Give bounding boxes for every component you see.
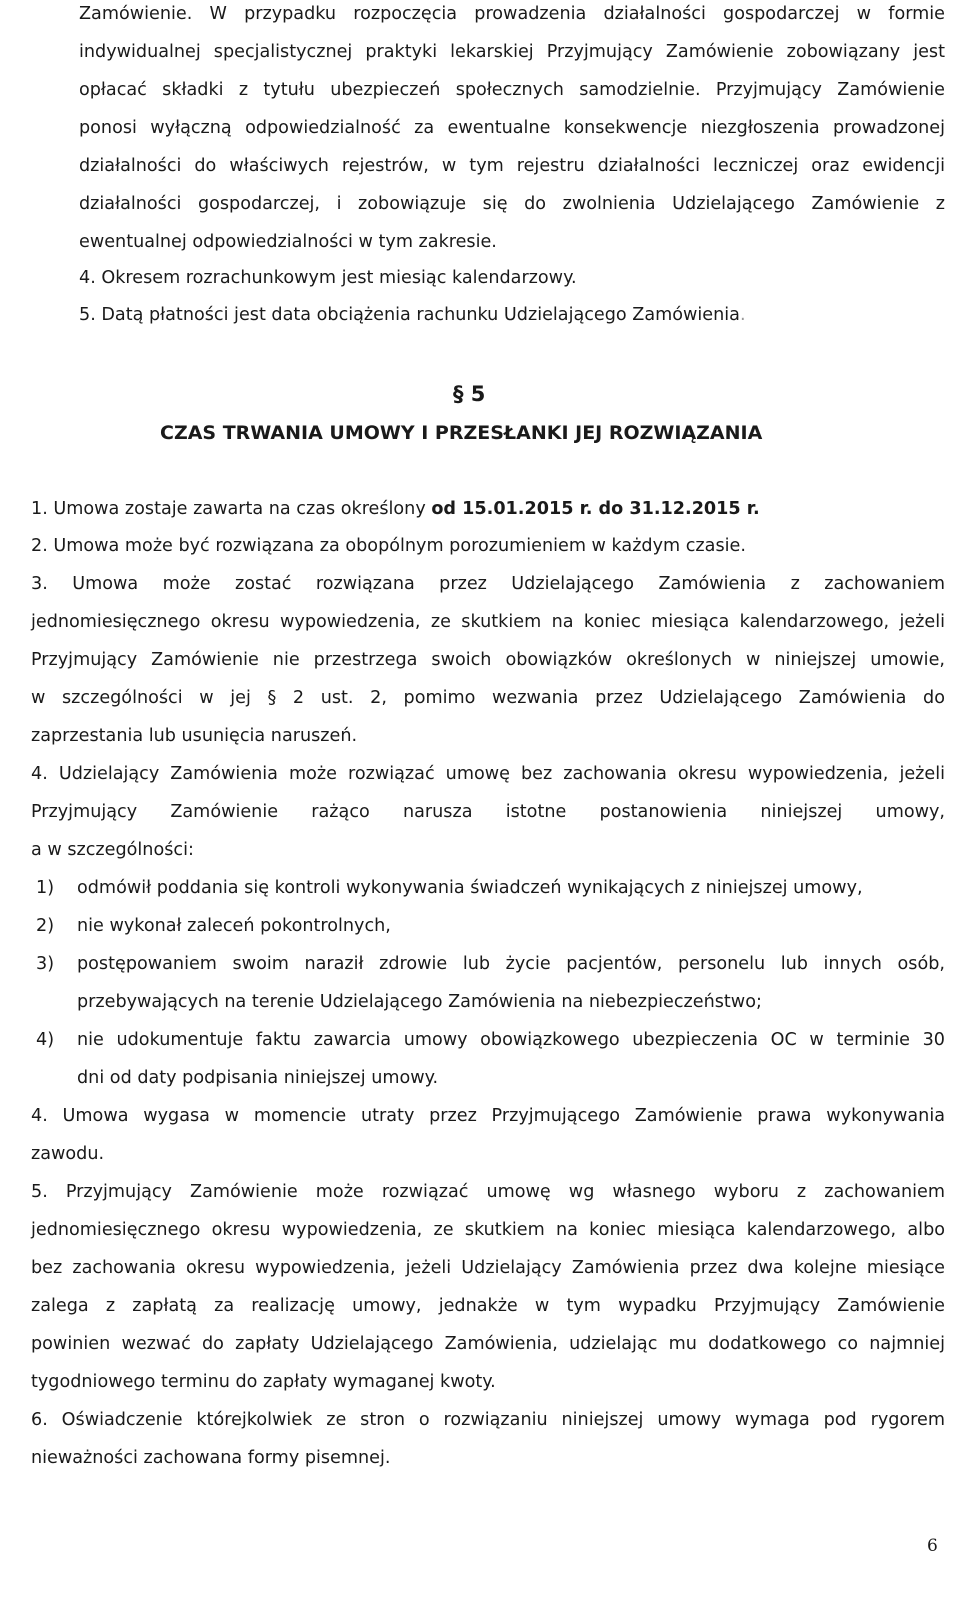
- point-4-line: a w szczególności:: [31, 840, 194, 860]
- subitem-text: odmówił poddania się kontroli wykonywania świadczeń wynikających z niniejszej umowy,: [77, 878, 863, 898]
- subitem-text: nie wykonał zaleceń pokontrolnych,: [77, 916, 391, 936]
- intro-line: indywidualnej specjalistycznej praktyki lekarskiej Przyjmujący Zamówienie zobowiązany jest: [79, 42, 945, 62]
- intro-line: działalności do właściwych rejestrów, w tym rejestru działalności leczniczej oraz ewidencji: [79, 156, 945, 176]
- subitem-number: 3): [36, 954, 55, 974]
- contractor-termination-line: zalega z zapłatą za realizację umowy, jednakże w tym wypadku Przyjmujący Zamówienie: [31, 1296, 945, 1316]
- point-3-line: 3. Umowa może zostać rozwiązana przez Udzielającego Zamówienia z zachowaniem: [31, 574, 945, 594]
- subitem-text: dni od daty podpisania niniejszej umowy.: [77, 1068, 439, 1088]
- section-title: CZAS TRWANIA UMOWY I PRZESŁANKI JEJ ROZWIĄZANIA: [160, 422, 763, 444]
- point-3-line: jednomiesięcznego okresu wypowiedzenia, ze skutkiem na koniec miesiąca kalendarzowego, jeżeli: [31, 612, 945, 632]
- point-3-line: Przyjmujący Zamówienie nie przestrzega swoich obowiązków określonych w niniejszej umowie,: [31, 650, 945, 670]
- subitem-text: postępowaniem swoim naraził zdrowie lub życie pacjentów, personelu lub innych osób,: [77, 954, 945, 974]
- subitem-number: 4): [36, 1030, 55, 1050]
- subitem-number: 2): [36, 916, 55, 936]
- point-4-line: 4. Udzielający Zamówienia może rozwiązać umowę bez zachowania okresu wypowiedzenia, jeżeli: [31, 764, 945, 784]
- subitem-text: nie udokumentuje faktu zawarcia umowy obowiązkowego ubezpieczenia OC w terminie 30: [77, 1030, 945, 1050]
- point-3-line: w szczególności w jej § 2 ust. 2, pomimo wezwania przez Udzielającego Zamówienia do: [31, 688, 945, 708]
- point-2-mutual-termination: 2. Umowa może być rozwiązana za obopólnym porozumieniem w każdym czasie.: [31, 536, 746, 556]
- intro-line: działalności gospodarczej, i zobowiązuje się do zwolnienia Udzielającego Zamówienie z: [79, 194, 945, 214]
- contractor-termination-line: 5. Przyjmujący Zamówienie może rozwiązać umowę wg własnego wyboru z zachowaniem: [31, 1182, 945, 1202]
- contractor-termination-line: tygodniowego terminu do zapłaty wymaganej kwoty.: [31, 1372, 496, 1392]
- point-5-payment-date: 5. Datą płatności jest data obciążenia rachunku Udzielającego Zamówienia.: [79, 305, 746, 325]
- subitem-number: 1): [36, 878, 55, 898]
- contractor-termination-line: powinien wezwać do zapłaty Udzielającego Zamówienia, udzielając mu dodatkowego co najmniej: [31, 1334, 945, 1354]
- intro-line: Zamówienie. W przypadku rozpoczęcia prowadzenia działalności gospodarczej w formie: [79, 4, 945, 24]
- intro-line: ewentualnej odpowiedzialności w tym zakresie.: [79, 232, 497, 252]
- written-form-line: nieważności zachowana formy pisemnej.: [31, 1448, 391, 1468]
- written-form-line: 6. Oświadczenie którejkolwiek ze stron o rozwiązaniu niniejszej umowy wymaga pod rygorem: [31, 1410, 945, 1430]
- section-symbol: § 5: [453, 382, 486, 406]
- expiry-line: 4. Umowa wygasa w momencie utraty przez Przyjmującego Zamówienie prawa wykonywania: [31, 1106, 945, 1126]
- intro-line: ponosi wyłączną odpowiedzialność za ewentualne konsekwencje niezgłoszenia prowadzonej: [79, 118, 945, 138]
- point-1-duration: 1. Umowa zostaje zawarta na czas określony od 15.01.2015 r. do 31.12.2015 r.: [31, 499, 760, 519]
- expiry-line: zawodu.: [31, 1144, 105, 1164]
- point-4-billing-period: 4. Okresem rozrachunkowym jest miesiąc kalendarzowy.: [79, 268, 577, 288]
- point-3-line: zaprzestania lub usunięcia naruszeń.: [31, 726, 358, 746]
- subitem-text: przebywających na terenie Udzielającego Zamówienia na niebezpieczeństwo;: [77, 992, 762, 1012]
- contractor-termination-line: jednomiesięcznego okresu wypowiedzenia, ze skutkiem na koniec miesiąca kalendarzowego, albo: [31, 1220, 945, 1240]
- contractor-termination-line: bez zachowania okresu wypowiedzenia, jeżeli Udzielający Zamówienia przez dwa kolejne miesiące: [31, 1258, 945, 1278]
- intro-line: opłacać składki z tytułu ubezpieczeń społecznych samodzielnie. Przyjmujący Zamówienie: [79, 80, 945, 100]
- point-4-line: Przyjmujący Zamówienie rażąco narusza istotne postanowienia niniejszej umowy,: [31, 802, 945, 822]
- page-number: 6: [927, 1536, 938, 1556]
